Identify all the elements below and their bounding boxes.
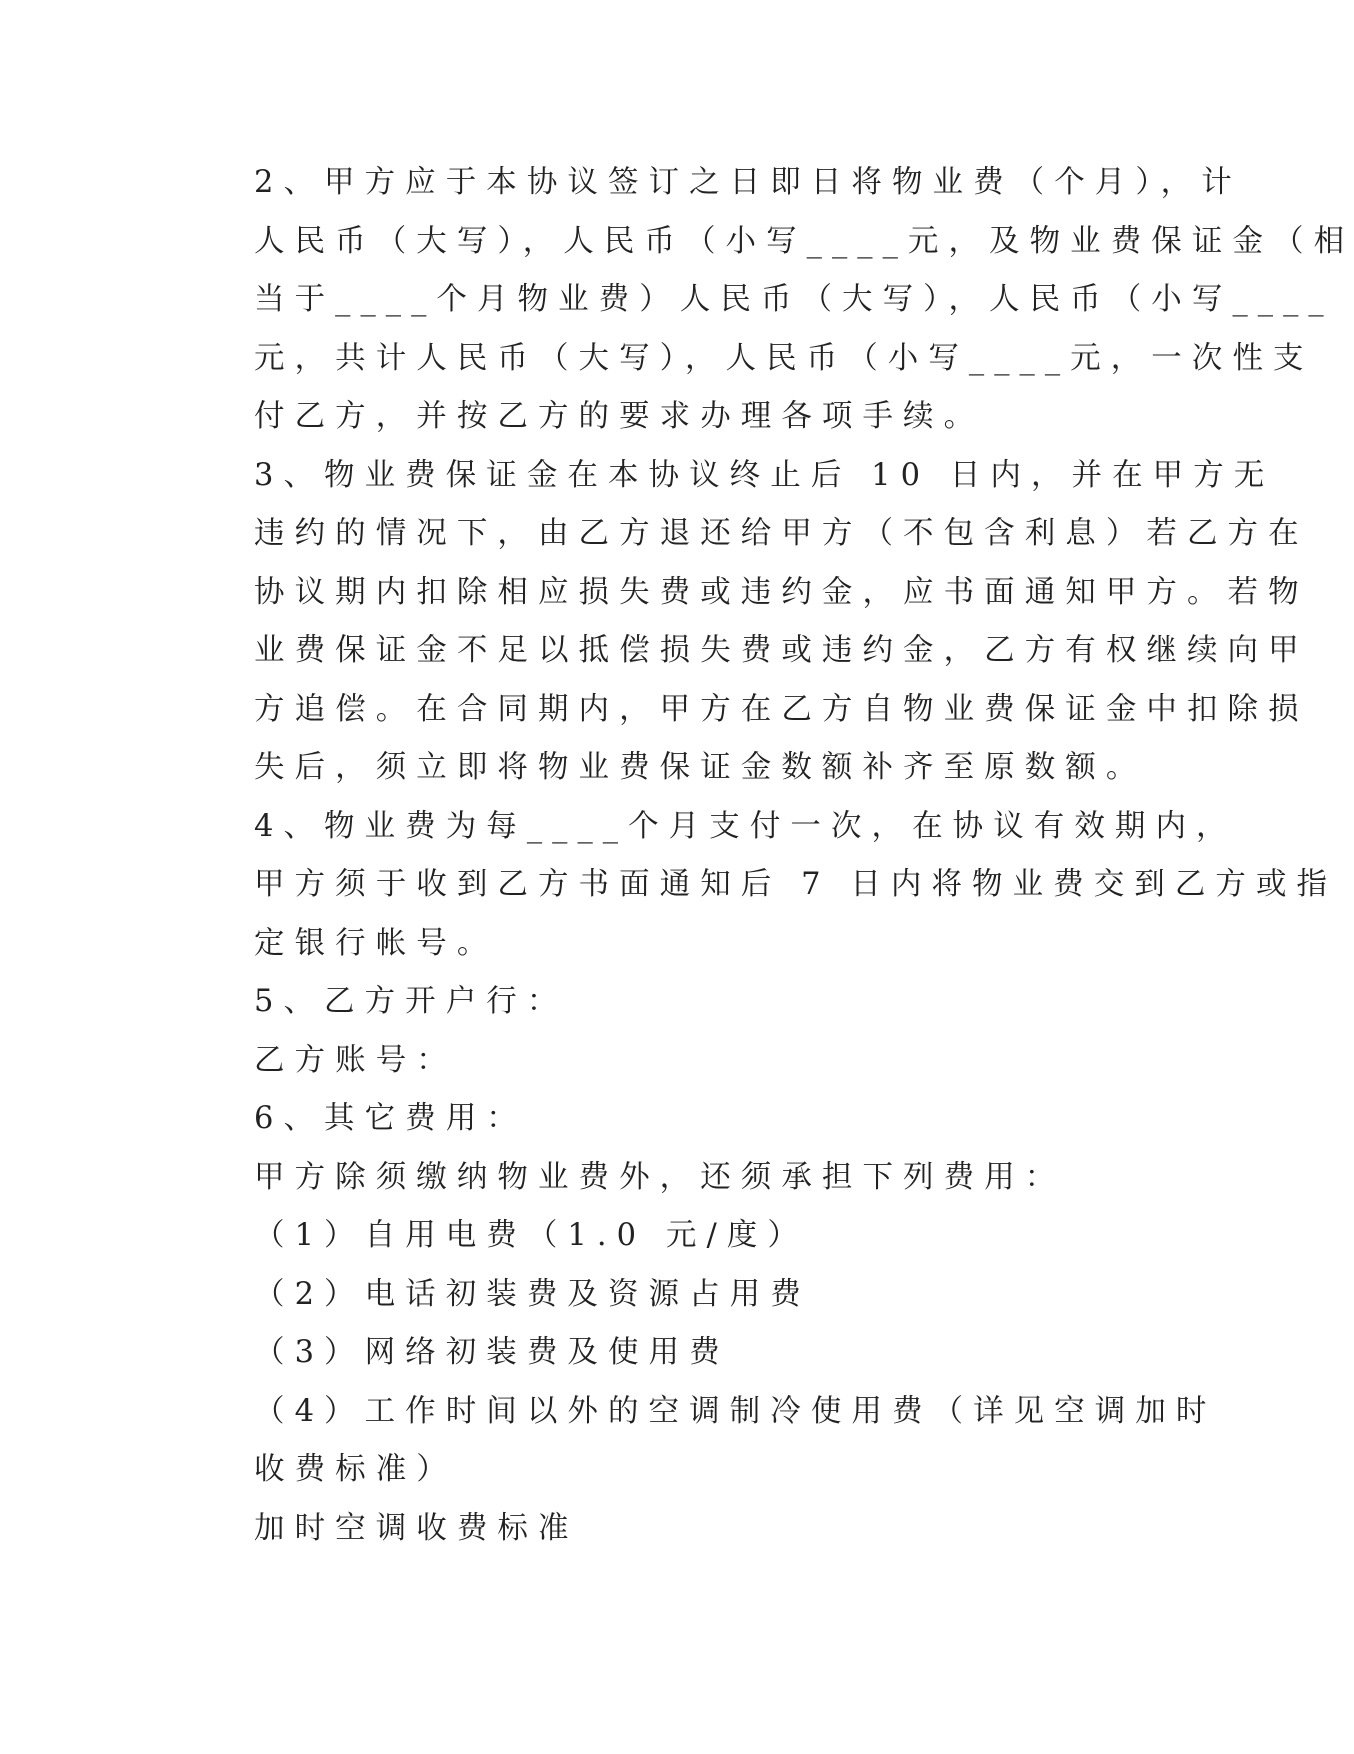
overtime-ac-standard-line: 加时空调收费标准 [254,1510,579,1546]
extra-fees-intro-paragraph [190,1149,1066,1208]
clause-3-line-5: 方追偿。在合同期内，甲方在乙方自物业费保证金中扣除损 [254,691,1309,727]
fee-item-2-paragraph [190,1266,1050,1325]
fee-item-4-line-2: 收费标准） [254,1452,457,1487]
clause-4-line-2: 甲方须于收到乙方书面通知后 7 日内将物业费交到乙方或指 [254,867,1338,902]
fee-item-3-line: （3）网络初装费及使用费 [254,1335,730,1370]
clause-5-bank-line: 5、乙方开户行： [254,984,568,1019]
clause-3-line-6: 失后，须立即将物业费保证金数额补齐至原数额。 [254,750,1147,785]
clause-4-paragraph [190,798,1338,974]
clause-3-line-1: 3、物业费保证金在本协议终止后 10 日内，并在甲方无 [254,457,1275,493]
clause-2-line-3: 当于____个月物业费）人民币（大写），人民币（小写____ [254,282,1334,317]
clause-2-paragraph [190,154,1354,447]
document-body [190,154,1354,1558]
clause-6-line: 6、其它费用： [254,1101,527,1136]
fee-item-3-paragraph [190,1324,1050,1383]
fee-item-4-line-1: （4）工作时间以外的空调制冷使用费（详见空调加时 [254,1393,1217,1429]
clause-4-line-1: 4、物业费为每____个月支付一次，在协议有效期内， [254,808,1237,844]
account-number-paragraph [190,1032,1050,1091]
fee-item-2-line: （2）电话初装费及资源占用费 [254,1276,811,1312]
clause-6-paragraph [190,1090,1050,1149]
clause-3-paragraph [190,447,1309,798]
extra-fees-intro-line: 甲方除须缴纳物业费外，还须承担下列费用： [254,1159,1066,1195]
clause-3-line-3: 协议期内扣除相应损失费或违约金，应书面通知甲方。若物 [254,574,1309,610]
fee-item-1-paragraph [190,1207,1050,1266]
fee-item-1-line: （1）自用电费（1.0 元/度） [254,1218,808,1253]
clause-5-bank-paragraph [190,973,1050,1032]
overtime-ac-standard-paragraph [190,1500,1050,1559]
clause-2-line-4: 元，共计人民币（大写），人民币（小写____元，一次性支 [254,340,1314,376]
clause-2-line-1: 2、甲方应于本协议签订之日即日将物业费（个月），计 [254,165,1242,200]
clause-2-line-5: 付乙方，并按乙方的要求办理各项手续。 [254,399,985,434]
clause-3-line-2: 违约的情况下，由乙方退还给甲方（不包含利息）若乙方在 [254,516,1309,551]
account-number-line: 乙方账号： [254,1042,457,1078]
fee-item-4-paragraph [190,1383,1217,1500]
clause-4-line-3: 定银行帐号。 [254,925,498,961]
clause-3-line-4: 业费保证金不足以抵偿损失费或违约金，乙方有权继续向甲 [254,633,1309,668]
clause-2-line-2: 人民币（大写），人民币（小写____元，及物业费保证金（相 [254,223,1354,259]
